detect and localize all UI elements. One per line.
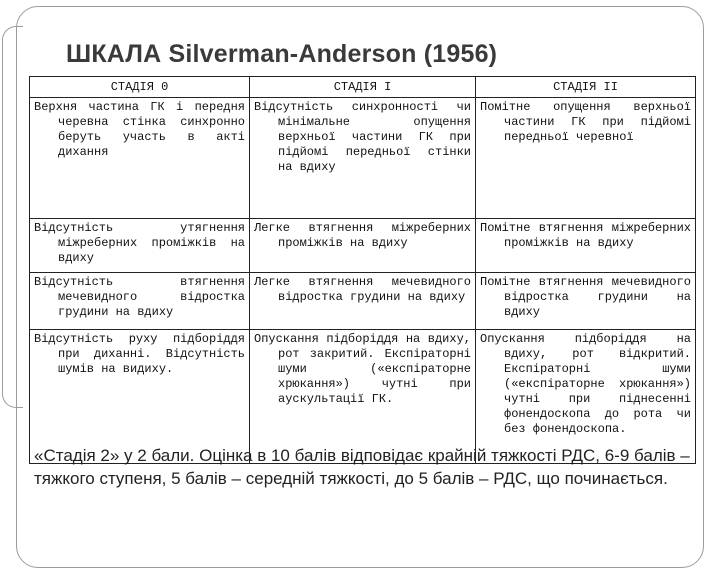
cell-text: Опускання підборіддя на вдиху, рот відкритий. Експіраторні шуми («експіраторне хрюкання») чутні при піднесенні фонендоскопа до рота чи без фонендоскопа. [480, 332, 691, 436]
header-stage-0: СТАДІЯ 0 [30, 77, 250, 98]
table-cell [30, 273, 250, 330]
cell-text: Верхня частина ГК і передня черевна стінка синхронно беруть участь в акті дихання [34, 100, 245, 159]
table-cell [30, 98, 250, 219]
header-stage-2: СТАДІЯ II [476, 77, 696, 98]
header-stage-1: СТАДІЯ I [250, 77, 476, 98]
slide-title: ШКАЛА Silverman-Anderson (1956) [66, 40, 498, 68]
table-header-row [30, 77, 696, 98]
table-row [30, 98, 696, 219]
table-row [30, 219, 696, 273]
table-cell [250, 273, 476, 330]
cell-text: Легке втягнення мечевидного відростка грудини на вдиху [254, 275, 471, 304]
cell-text: Відсутність утягнення міжреберних проміжків на вдиху [34, 221, 245, 265]
decorative-rule [2, 26, 23, 408]
table-cell [476, 98, 696, 219]
cell-text: Помітне втягнення мечевидного відростка грудини на вдиху [480, 275, 691, 319]
cell-text: Відсутність руху підборіддя при диханні. Відсутність шумів на видиху. [34, 332, 245, 376]
table-cell [250, 98, 476, 219]
table-row [30, 273, 696, 330]
table-cell [30, 219, 250, 273]
table-cell [476, 273, 696, 330]
cell-text: Відсутність синхронності чи мінімальне опущення верхньої частини ГК при підйомі передньої стінки на вдиху [254, 100, 471, 174]
cell-text: Відсутність втягнення мечевидного відростка грудини на вдиху [34, 275, 245, 319]
silverman-anderson-table-container [29, 76, 695, 464]
table-cell [476, 219, 696, 273]
cell-text: Опускання підборіддя на вдиху, рот закритий. Експіраторні шуми («експіраторне хрюкання») чутні при аускультації ГК. [254, 332, 471, 406]
scoring-note: «Стадія 2» у 2 бали. Оцінка в 10 балів відповідає крайній тяжкості РДС, 6-9 балів – тяжкого ступеня, 5 балів – середній тяжкості, до 5 балів – РДС, що починається. [34, 446, 690, 488]
cell-text: Легке втягнення міжреберних проміжків на вдиху [254, 221, 471, 250]
cell-text: Помітне втягнення міжреберних проміжків на вдиху [480, 221, 691, 250]
cell-text: Помітне опущення верхньої частини ГК при підйомі передньої черевної [480, 100, 691, 144]
table-cell [250, 219, 476, 273]
silverman-anderson-table [29, 76, 696, 464]
